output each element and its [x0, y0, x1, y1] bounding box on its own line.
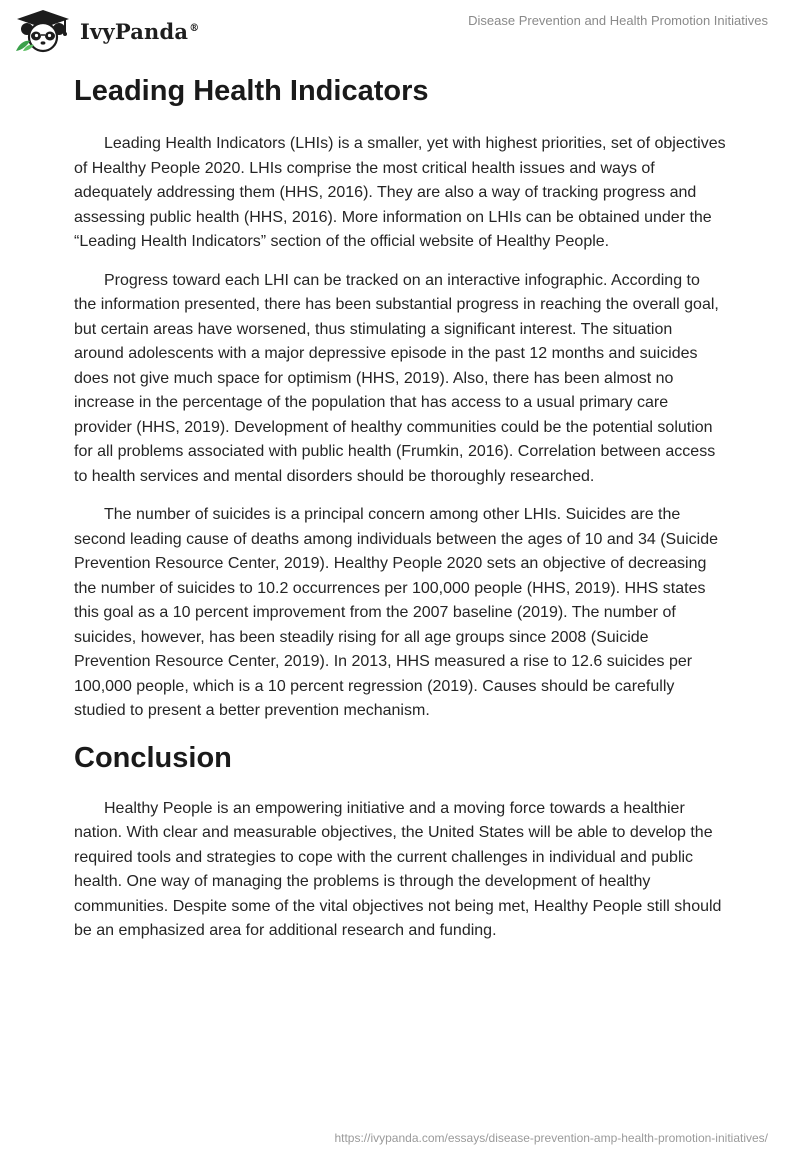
- brand-name: IvyPanda®: [80, 18, 200, 44]
- section-heading-lhi: Leading Health Indicators: [74, 75, 429, 107]
- panda-graduate-icon: [13, 9, 73, 53]
- paragraph: The number of suicides is a principal concern among other LHIs. Suicides are the second leading cause of deaths among individuals between the ages of 10 and 34 (Suicide Prevention Resource Center, 2019). Healthy People 2020 sets an objective of decreasing the number of suicides to 10.2 occurrences per 100,000 people (HHS, 2019). HHS states this goal as a 10 percent improvement from the 2007 baseline (2019). The number of suicides, however, has been steadily rising for all age groups since 2008 (Suicide Prevention Resource Center, 2019). In 2013, HHS measured a rise to 12.6 suicides per 100,000 people, which is a 10 percent regression (2019). Causes should be carefully studied to present a better prevention mechanism.: [74, 506, 719, 719]
- section-heading-conclusion: Conclusion: [74, 741, 232, 774]
- paragraph: Healthy People is an empowering initiative and a moving force towards a healthier nation. With clear and measurable objectives, the United States will be able to develop the required tools and strategies to cope with the current challenges in individual and public health. One way of managing the problems is through the development of healthy communities. Despite some of the vital objectives not being met, Healthy People still should be an emphasized area for additional research and funding.: [74, 799, 722, 939]
- document-title: Disease Prevention and Health Promotion Initiatives: [468, 13, 768, 28]
- paragraph: Progress toward each LHI can be tracked on an interactive infographic. According to the information presented, there has been substantial progress in reaching the overall goal, but certain areas have worsened, thus stimulating a significant interest. The situation around adolescents with a major depressive episode in the past 12 months and suicides does not give much space for optimism (HHS, 2019). Also, there has been almost no increase in the percentage of the population that has access to a usual primary care provider (HHS, 2019). Development of healthy communities could be the potential solution for all problems associated with public health (Frumkin, 2016). Correlation between access to health services and mental disorders should be thoroughly researched.: [74, 271, 719, 485]
- paragraph: Leading Health Indicators (LHIs) is a smaller, yet with highest priorities, set of objectives of Healthy People 2020. LHIs comprise the most critical health issues and ways of adequately addressing them (HHS, 2016). They are also a way of tracking progress and assessing public health (HHS, 2016). More information on LHIs can be obtained under the “Leading Health Indicators” section of the official website of Healthy People.: [74, 135, 726, 250]
- article-body: [74, 73, 726, 944]
- brand-logo[interactable]: [13, 8, 199, 54]
- page-header: [0, 0, 800, 62]
- footer-url[interactable]: https://ivypanda.com/essays/disease-prevention-amp-health-promotion-initiatives/: [334, 1131, 768, 1145]
- registered-mark: ®: [189, 22, 200, 34]
